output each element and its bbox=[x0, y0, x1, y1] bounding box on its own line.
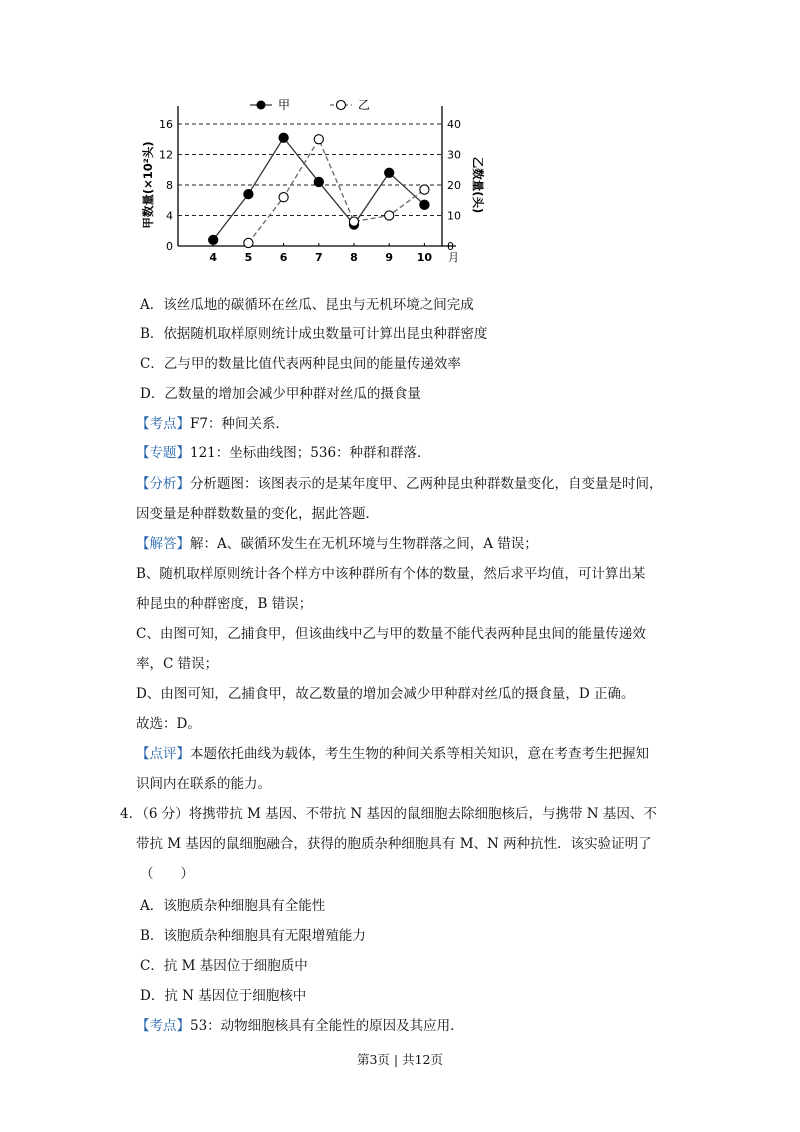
zhuanti-tag: 【专题】 bbox=[136, 445, 190, 461]
y-right-tick-label: 10 bbox=[447, 209, 461, 223]
y-right-tick-label: 40 bbox=[447, 118, 461, 131]
y-left-tick-label: 8 bbox=[166, 179, 173, 192]
option-c: C．乙与甲的数量比值代表两种昆虫间的能量传递效率 bbox=[140, 356, 461, 372]
yi-point bbox=[244, 238, 253, 247]
dianping-tag: 【点评】 bbox=[136, 746, 190, 762]
dianping-line-2: 识间内在联系的能力。 bbox=[136, 776, 271, 792]
jieda-line-2: B、随机取样原则统计各个样方中该种群所有个体的数量，然后求平均值，可计算出某 bbox=[136, 566, 646, 582]
series-line-1 bbox=[213, 138, 424, 240]
jieda-line-6: D、由图可知，乙捕食甲，故乙数量的增加会减少甲种群对丝瓜的摄食量，D 正确。 bbox=[136, 686, 635, 702]
jia-point bbox=[314, 177, 323, 186]
jieda-text-1: 解：A、碳循环发生在无机环境与生物群落之间，A 错误； bbox=[190, 536, 538, 552]
dianping-text-1: 本题依托曲线为载体，考生生物的种间关系等相关知识，意在考查考生把握知 bbox=[190, 746, 649, 762]
jia-point bbox=[209, 235, 218, 244]
q4-kaodian-line bbox=[136, 1016, 464, 1036]
x-tick-label: 4 bbox=[209, 251, 218, 264]
y-left-axis-title: 甲数量(×10²头) bbox=[141, 141, 155, 229]
q4-kaodian-tag: 【考点】 bbox=[136, 1018, 190, 1034]
legend-label-jia: 甲 bbox=[278, 98, 291, 112]
y-left-tick-label: 16 bbox=[159, 118, 173, 131]
y-right-axis-title: 乙数量(头) bbox=[471, 156, 485, 214]
fenxi-text-1: 分析题图：该图表示的是某年度甲、乙两种昆虫种群数量变化，自变量是时间， bbox=[190, 476, 663, 492]
population-chart bbox=[130, 86, 485, 268]
jieda-line-3: 种昆虫的种群密度，B 错误； bbox=[136, 596, 313, 612]
jieda-line-4: C、由图可知，乙捕食甲，但该曲线中乙与甲的数量不能代表两种昆虫间的能量传递效 bbox=[136, 626, 646, 642]
yi-point bbox=[385, 211, 394, 220]
fenxi-tag: 【分析】 bbox=[136, 476, 190, 492]
legend-marker-yi bbox=[337, 101, 346, 110]
fenxi-line-2: 因变量是种群数数量的变化，据此答题． bbox=[136, 506, 379, 522]
y-left-tick-label: 4 bbox=[166, 209, 173, 223]
x-tick-label: 10 bbox=[416, 251, 433, 264]
x-unit-label: 月 bbox=[448, 251, 459, 264]
jia-point bbox=[420, 200, 429, 209]
q4-option-d: D．抗 N 基因位于细胞核中 bbox=[140, 988, 307, 1004]
option-a: A．该丝瓜地的碳循环在丝瓜、昆虫与无机环境之间完成 bbox=[140, 297, 474, 313]
q4-line-1: 4．（6 分）将携带抗 M 基因、不带抗 N 基因的鼠细胞去除细胞核后，与携带 N 基因、不 bbox=[120, 806, 657, 822]
page-footer: 第3页 | 共12页 bbox=[356, 1052, 444, 1067]
y-right-tick-label: 30 bbox=[447, 148, 461, 162]
kaodian-line bbox=[136, 414, 289, 434]
q4-line-2: 带抗 M 基因的鼠细胞融合，获得的胞质杂种细胞具有 M、N 两种抗性．该实验证明了 bbox=[136, 836, 652, 852]
yi-point bbox=[279, 193, 288, 202]
y-right-tick-label: 20 bbox=[447, 179, 461, 192]
x-tick-label: 5 bbox=[244, 251, 253, 264]
option-b: B．依据随机取样原则统计成虫数量可计算出昆虫种群密度 bbox=[140, 326, 488, 342]
jieda-tag: 【解答】 bbox=[136, 536, 190, 552]
legend-marker-jia bbox=[257, 101, 266, 110]
dianping-line-1 bbox=[136, 744, 649, 764]
chart-svg bbox=[130, 86, 485, 268]
q4-line-3: （ ） bbox=[140, 866, 194, 882]
y-right-tick-label: 0 bbox=[447, 240, 454, 253]
q4-kaodian-text: 53：动物细胞核具有全能性的原因及其应用． bbox=[190, 1018, 464, 1034]
jieda-line-1 bbox=[136, 534, 538, 554]
q4-option-b: B．该胞质杂种细胞具有无限增殖能力 bbox=[140, 928, 366, 944]
zhuanti-text: 121：坐标曲线图；536：种群和群落． bbox=[190, 445, 431, 461]
jieda-line-5: 率，C 错误； bbox=[136, 656, 219, 672]
x-tick-label: 6 bbox=[279, 251, 288, 264]
kaodian-tag: 【考点】 bbox=[136, 416, 190, 432]
jia-point bbox=[244, 190, 253, 199]
x-tick-label: 7 bbox=[314, 251, 323, 264]
q4-option-a: A．该胞质杂种细胞具有全能性 bbox=[140, 898, 326, 914]
x-tick-label: 8 bbox=[350, 251, 358, 264]
zhuanti-line bbox=[136, 443, 431, 463]
jieda-line-7: 故选：D。 bbox=[136, 716, 201, 732]
jia-point bbox=[385, 168, 394, 177]
x-tick-label: 9 bbox=[385, 251, 394, 264]
option-d: D．乙数量的增加会减少甲种群对丝瓜的摄食量 bbox=[140, 386, 421, 402]
kaodian-text: F7：种间关系． bbox=[190, 416, 289, 432]
legend-label-yi: 乙 bbox=[358, 98, 371, 112]
y-left-tick-label: 0 bbox=[166, 240, 173, 253]
q4-option-c: C．抗 M 基因位于细胞质中 bbox=[140, 958, 308, 974]
jia-point bbox=[279, 133, 288, 142]
yi-point bbox=[314, 135, 323, 144]
yi-point bbox=[349, 217, 358, 226]
y-left-tick-label: 12 bbox=[159, 148, 173, 162]
yi-point bbox=[420, 185, 429, 194]
fenxi-line-1 bbox=[136, 474, 663, 494]
